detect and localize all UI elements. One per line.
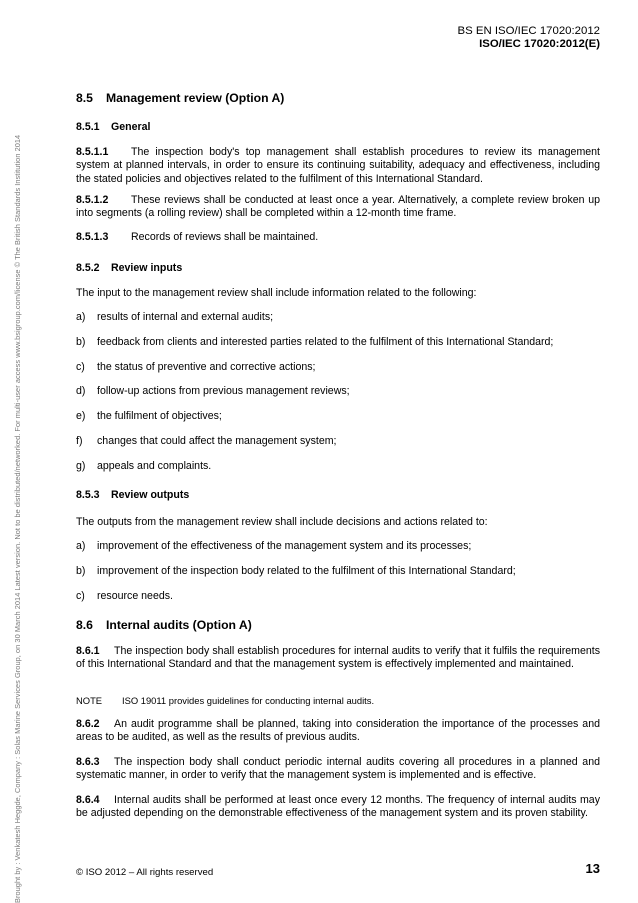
heading-8-6 bbox=[76, 619, 600, 632]
list-label: b) bbox=[76, 565, 86, 577]
heading-number: 8.5.3 bbox=[76, 489, 100, 501]
clause-number: 8.5.1.1 bbox=[76, 146, 109, 158]
heading-8-5-2 bbox=[76, 262, 600, 275]
list-label: c) bbox=[76, 590, 85, 602]
list-label: g) bbox=[76, 460, 86, 472]
clause-number: 8.6.1 bbox=[76, 645, 100, 657]
heading-number: 8.6 bbox=[76, 618, 93, 632]
heading-title: Management review (Option A) bbox=[106, 91, 285, 105]
list-label: e) bbox=[76, 410, 86, 422]
license-watermark-text: Brought by : Venkatesh Heggde, Company : Solas Marine Services Group, on 30 March 2014 Latest version. Not to be distributed/networked. For multi-user access www.bsigroup.com/license © The British Standards Institution 2014 bbox=[13, 134, 22, 903]
clause-number: 8.5.1.2 bbox=[76, 194, 109, 206]
list-text: appeals and complaints. bbox=[97, 460, 212, 472]
heading-title: Review outputs bbox=[111, 489, 190, 501]
heading-number: 8.5 bbox=[76, 91, 93, 105]
page-number: 13 bbox=[585, 861, 600, 876]
list-item bbox=[76, 361, 600, 374]
iso-designation: ISO/IEC 17020:2012(E) bbox=[479, 38, 600, 50]
clause-8-5-1-2 bbox=[76, 194, 600, 221]
heading-8-5-1 bbox=[76, 121, 600, 134]
list-item bbox=[76, 540, 600, 553]
list-item bbox=[76, 385, 600, 398]
note bbox=[76, 694, 600, 707]
clause-8-6-3 bbox=[76, 756, 600, 783]
list-item bbox=[76, 435, 600, 448]
clause-text: Internal audits shall be performed at least once every 12 months. The frequency of internal audits may be adjusted depending on the demonstrable effectiveness of the management system and its proven stability. bbox=[76, 794, 600, 820]
list-text: changes that could affect the management system; bbox=[97, 435, 337, 447]
list-item bbox=[76, 460, 600, 473]
clause-8-5-1-3 bbox=[76, 231, 600, 244]
list-text: feedback from clients and interested parties related to the fulfilment of this International Standard; bbox=[97, 336, 554, 348]
clause-8-6-4 bbox=[76, 794, 600, 821]
heading-number: 8.5.1 bbox=[76, 121, 100, 133]
list-item bbox=[76, 311, 600, 324]
clause-number: 8.5.1.3 bbox=[76, 231, 109, 243]
outputs-intro: The outputs from the management review shall include decisions and actions related to: bbox=[76, 516, 488, 528]
copyright-notice: © ISO 2012 – All rights reserved bbox=[76, 867, 214, 878]
list-text: improvement of the inspection body related to the fulfilment of this International Standard; bbox=[97, 565, 516, 577]
clause-text: The inspection body shall conduct periodic internal audits covering all procedures in a planned and systematic manner, in order to verify that the management system is implemented and is effective. bbox=[76, 756, 600, 782]
heading-8-5-3 bbox=[76, 489, 600, 502]
list-text: the status of preventive and corrective actions; bbox=[97, 361, 316, 373]
heading-8-5 bbox=[76, 92, 600, 105]
clause-8-5-1-1 bbox=[76, 146, 600, 186]
clause-text: The inspection body shall establish procedures for internal audits to verify that it fulfils the requirements of this International Standard and that the management system is effectively implemented and maintained. bbox=[76, 645, 600, 671]
inputs-intro: The input to the management review shall include information related to the following: bbox=[76, 287, 477, 299]
list-item bbox=[76, 565, 600, 578]
list-label: c) bbox=[76, 361, 85, 373]
note-label: NOTE bbox=[76, 695, 103, 706]
clause-text: An audit programme shall be planned, taking into consideration the importance of the processes and areas to be audited, as well as the results of previous audits. bbox=[76, 718, 600, 744]
clause-number: 8.6.4 bbox=[76, 794, 100, 806]
list-label: a) bbox=[76, 540, 86, 552]
list-text: results of internal and external audits; bbox=[97, 311, 274, 323]
list-text: follow-up actions from previous management reviews; bbox=[97, 385, 350, 397]
heading-title: General bbox=[111, 121, 151, 133]
list-text: the fulfilment of objectives; bbox=[97, 410, 222, 422]
list-item bbox=[76, 336, 600, 349]
list-label: b) bbox=[76, 336, 86, 348]
heading-number: 8.5.2 bbox=[76, 262, 100, 274]
note-text: ISO 19011 provides guidelines for conducting internal audits. bbox=[122, 695, 375, 706]
clause-text: Records of reviews shall be maintained. bbox=[131, 231, 319, 243]
license-watermark bbox=[0, 0, 20, 903]
clause-8-6-2 bbox=[76, 718, 600, 745]
clause-text: These reviews shall be conducted at least once a year. Alternatively, a complete review broken up into segments (a rolling review) shall be completed within a 12-month time frame. bbox=[76, 194, 600, 220]
clause-8-6-1 bbox=[76, 645, 600, 672]
standard-designation: BS EN ISO/IEC 17020:2012 bbox=[457, 25, 600, 37]
list-label: d) bbox=[76, 385, 86, 397]
clause-text: The inspection body's top management shall establish procedures to review its management system at planned intervals, in order to ensure its continuing suitability, adequacy and effectiveness, including the stated policies and objectives related to the fulfilment of this International Standard. bbox=[76, 146, 600, 185]
heading-title: Review inputs bbox=[111, 262, 183, 274]
clause-number: 8.6.2 bbox=[76, 718, 100, 730]
heading-title: Internal audits (Option A) bbox=[106, 618, 252, 632]
list-label: a) bbox=[76, 311, 86, 323]
clause-number: 8.6.3 bbox=[76, 756, 100, 768]
list-item bbox=[76, 590, 600, 603]
list-item bbox=[76, 410, 600, 423]
list-label: f) bbox=[76, 435, 83, 447]
list-text: resource needs. bbox=[97, 590, 173, 602]
list-text: improvement of the effectiveness of the management system and its processes; bbox=[97, 540, 472, 552]
